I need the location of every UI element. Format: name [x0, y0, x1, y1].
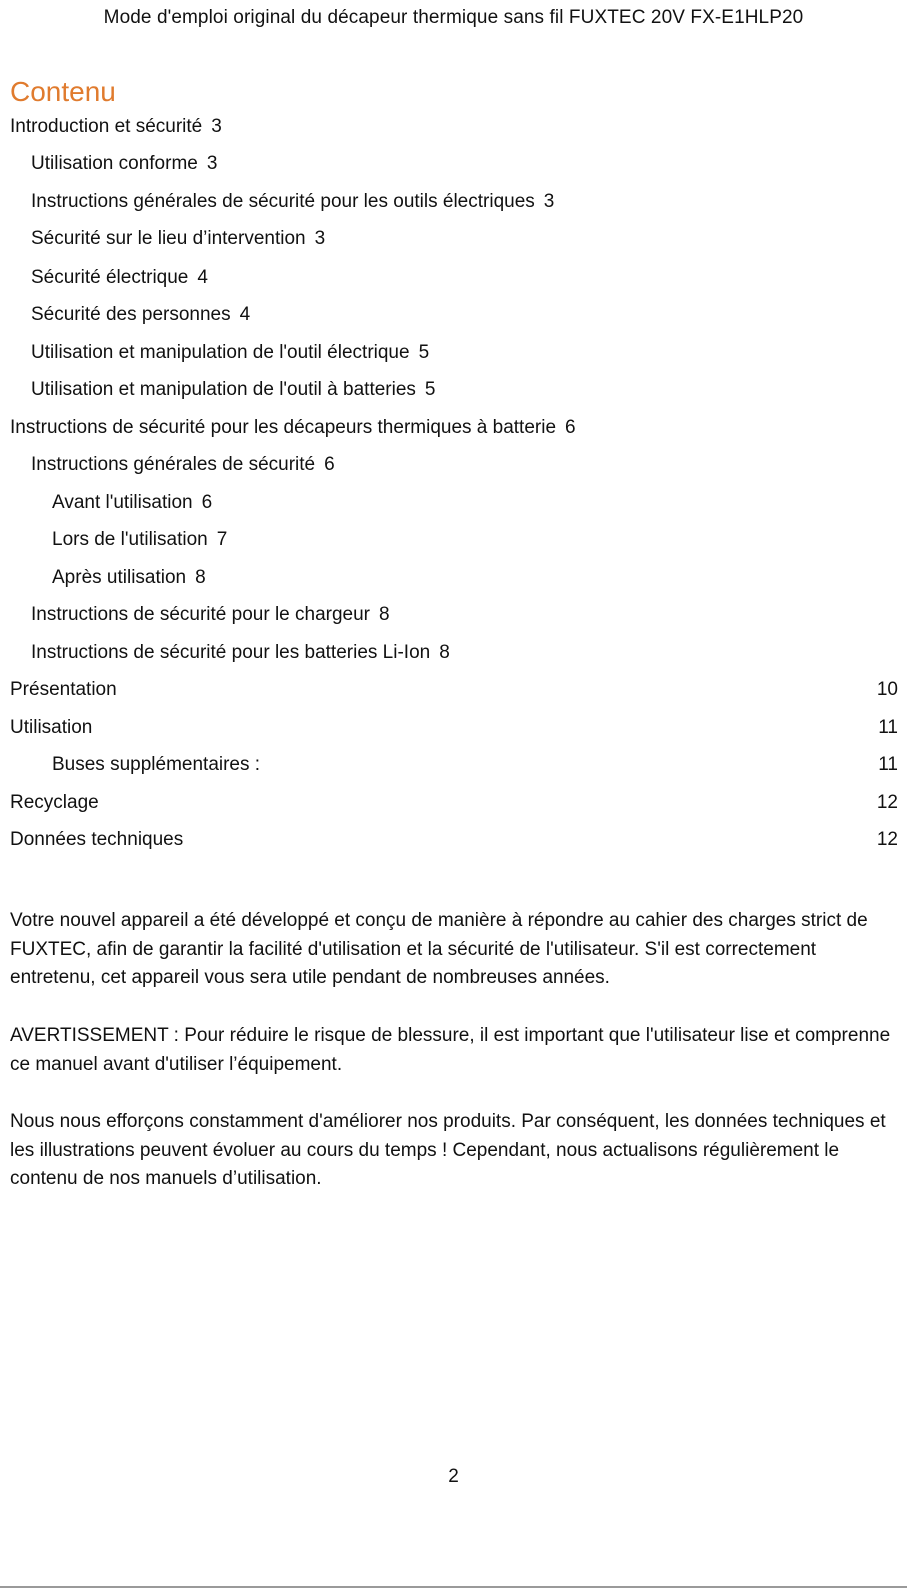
- toc-entry[interactable]: [52, 491, 898, 515]
- toc-entry-page: 10: [876, 679, 898, 700]
- toc-entry-page: 8: [195, 567, 206, 588]
- toc-entry-page: 3: [543, 191, 555, 212]
- page-header-title: Mode d'emploi original du décapeur thermique sans fil FUXTEC 20V FX-E1HLP20: [103, 7, 804, 28]
- toc-entry[interactable]: [31, 341, 898, 365]
- toc-entry[interactable]: [10, 416, 898, 440]
- toc-entry[interactable]: [31, 266, 898, 290]
- toc-entry-label: Données techniques: [10, 829, 184, 850]
- toc-entry[interactable]: [31, 152, 898, 176]
- toc-entry[interactable]: [31, 641, 898, 665]
- toc-entry-label: Utilisation conforme: [31, 153, 198, 174]
- toc-entry-label: Après utilisation: [52, 567, 187, 588]
- toc-entry-page: 4: [239, 304, 251, 325]
- toc-entry-page: 7: [216, 529, 228, 550]
- toc-entry[interactable]: [31, 303, 898, 327]
- toc-entry-page: 12: [876, 792, 898, 813]
- toc-entry-label: Sécurité sur le lieu d’intervention: [31, 228, 306, 249]
- toc-entry-page: 3: [211, 116, 222, 137]
- toc-entry-label: Utilisation: [10, 717, 93, 738]
- toc-entry-page: 11: [878, 717, 898, 738]
- toc-entry-label: Instructions de sécurité pour les décapeurs thermiques à batterie: [10, 417, 557, 438]
- toc-entry[interactable]: [52, 566, 898, 590]
- toc-entry-label: Utilisation et manipulation de l'outil à batteries: [31, 379, 416, 400]
- toc-entry[interactable]: [31, 190, 898, 214]
- toc-entry-page: 8: [379, 604, 390, 625]
- toc-entry-page: 8: [439, 642, 450, 663]
- toc-entry[interactable]: [31, 227, 898, 251]
- toc-entry-page: 4: [197, 267, 208, 288]
- toc-entry-label: Avant l'utilisation: [52, 492, 193, 513]
- toc-entry[interactable]: [10, 791, 898, 815]
- toc-entry-label: Instructions de sécurité pour les batteries Li-Ion: [31, 642, 431, 663]
- toc-entry[interactable]: [31, 378, 898, 402]
- toc-entry-page: 6: [324, 454, 335, 475]
- toc-title: Contenu: [10, 76, 116, 107]
- page-bottom-divider: [0, 1586, 907, 1588]
- toc-entry[interactable]: [10, 716, 898, 740]
- toc-entry[interactable]: [52, 753, 898, 777]
- page-number: 2: [448, 1466, 459, 1487]
- toc-entry[interactable]: [10, 678, 898, 702]
- toc-entry-label: Utilisation et manipulation de l'outil électrique: [31, 342, 410, 363]
- toc-entry-page: 11: [878, 754, 898, 775]
- toc-entry-page: 6: [201, 492, 213, 513]
- toc-entry-label: Sécurité des personnes: [31, 304, 231, 325]
- toc-entry-page: 5: [418, 342, 430, 363]
- warning-paragraph: AVERTISSEMENT : Pour réduire le risque de blessure, il est important que l'utilisateur lise et comprenne ce manuel avant d'utiliser l’équipement.: [10, 1025, 891, 1075]
- toc-entry-label: Recyclage: [10, 792, 99, 813]
- toc-entry-page: 5: [424, 379, 436, 400]
- toc-entry-page: 12: [876, 829, 898, 850]
- toc-entry[interactable]: [52, 528, 898, 552]
- toc-entry-label: Introduction et sécurité: [10, 116, 203, 137]
- toc-entry-label: Sécurité électrique: [31, 267, 189, 288]
- toc-entry-label: Instructions de sécurité pour le chargeur: [31, 604, 371, 625]
- toc-entry-label: Instructions générales de sécurité pour les outils électriques: [31, 191, 535, 212]
- toc-entry[interactable]: [10, 828, 898, 852]
- toc-entry-label: Instructions générales de sécurité: [31, 454, 316, 475]
- toc-entry-page: 3: [314, 228, 326, 249]
- toc-entry[interactable]: [31, 603, 898, 627]
- toc-entry[interactable]: [31, 453, 898, 477]
- toc-entry-label: Présentation: [10, 679, 117, 700]
- toc-entry-label: Lors de l'utilisation: [52, 529, 208, 550]
- intro-paragraph: Votre nouvel appareil a été développé et conçu de manière à répondre au cahier des charges strict de FUXTEC, afin de garantir la facilité d'utilisation et la sécurité de l'utilisateur. S'il est correctement entretenu, cet appareil vous sera utile pendant de nombreuses années.: [10, 910, 868, 988]
- toc-entry[interactable]: [10, 115, 898, 139]
- toc-entry-page: 3: [206, 153, 218, 174]
- notice-paragraph: Nous nous efforçons constamment d'améliorer nos produits. Par conséquent, les données techniques et les illustrations peuvent évoluer au cours du temps ! Cependant, nous actualisons régulièrement le contenu de nos manuels d’utilisation.: [10, 1111, 886, 1189]
- toc-entry-label: Buses supplémentaires :: [52, 754, 261, 775]
- toc-entry-page: 6: [565, 417, 576, 438]
